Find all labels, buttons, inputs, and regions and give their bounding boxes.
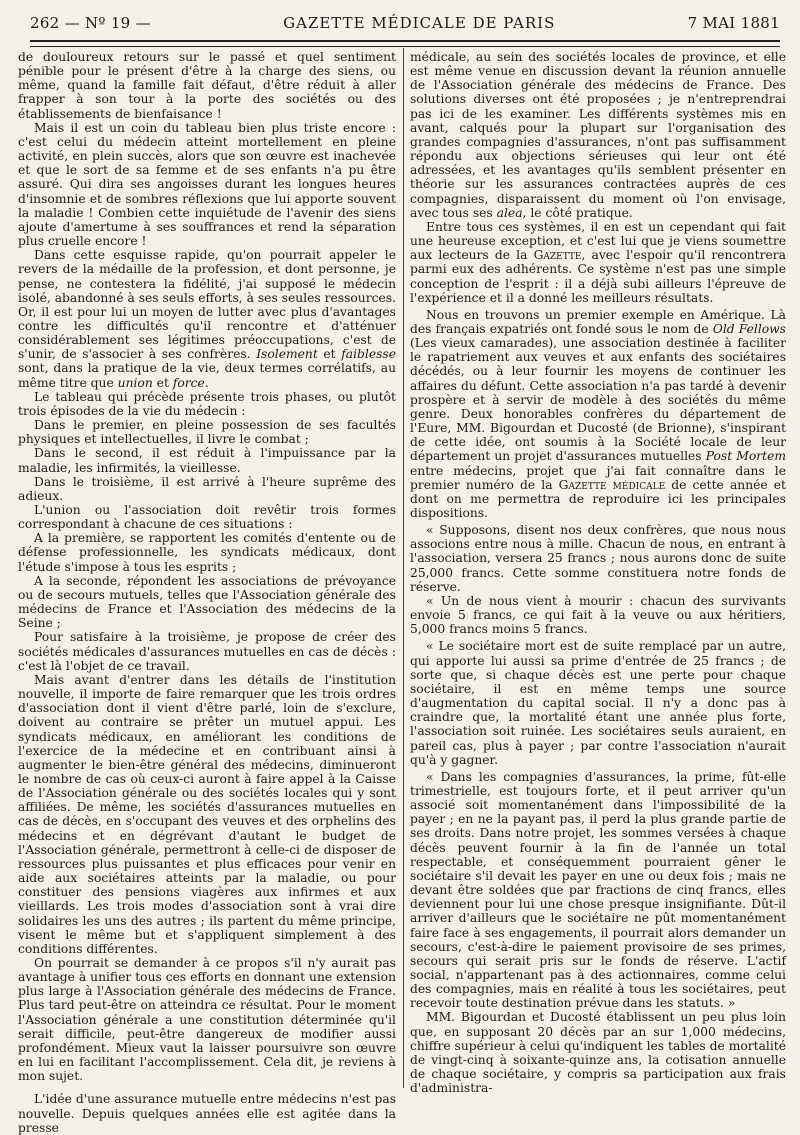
paragraph-text: entre médecins, projet que j'ai fait connaître dans le premier numéro de la — [410, 463, 786, 492]
paragraph — [410, 308, 786, 520]
page-number: 262 — Nº 19 — — [30, 14, 151, 32]
paragraph-text: (Les vieux camarades), une association destinée à faciliter le rapatriement aux veuves et aux enfants des sociétaires décédés, ou à leur fournir les moyens de continuer les affaires du défunt. Cette association n'a pas tardé à devenir prospère et à servir de modèle à des sociétés du même genre. Deux honorables confrères du département de l'Eure, MM. Bigourdan et Ducosté (de Brionne), s'inspirant de cette idée, ont soumis à la Société locale de leur département un projet d'assurances mutuelles — [410, 336, 786, 464]
paragraph: Pour satisfaire à la troisième, je propose de créer des sociétés médicales d'assurances mutuelles en cas de décès : c'est là l'objet de ce travail. — [18, 630, 396, 673]
paragraph-text: sont, dans la pratique de la vie, deux termes corrélatifs, au même titre que — [18, 361, 396, 390]
paragraph: Mais avant d'entrer dans les détails de l'institution nouvelle, il importe de faire remarquer que les trois ordres d'association dont il vient d'être parlé, loin de s'exclure, doivent au contraire se prêter un mutuel appui. Les syndicats médicaux, en améliorant les conditions de l'exercice de la médecine et en contribuant ainsi à augmenter le bien-être général des médecins, diminueront le nombre de cas où ceux-ci auront à faire appel à la Caisse de l'Association générale ou des sociétés locales qui y sont affiliées. De même, les sociétés d'assurances mutuelles en cas de décès, en s'occupant des veuves et des orphelins des médecins et en dégrévant d'autant le budget de l'Association générale, permettront à celle-ci de disposer de ressources plus puissantes et plus efficaces pour venir en aide aux sociétaires atteints par la maladie, ou pour constituer des pensions viagères aux infirmes et aux vieillards. Les trois modes d'association sont à vrai dire solidaires les uns des autres ; ils partent du même principe, visent le même but et s'appliquent simplement à des conditions différentes. — [18, 672, 396, 956]
paragraph-text: Dans cette esquisse rapide, qu'on pourrait appeler le revers de la médaille de la profession, et dont personne, je pense, ne contestera la fidélité, j'ai supposé le médecin isolé, abandonné à ses seuls efforts, à ses seules ressources. Or, il est pour lui un moyen de lutter avec plus d'avantages contre les difficultés qu'il rencontre et d'atténuer considérablement ses légitimes préoccupations, c'est de s'unir, de s'associer à ses confrères. — [18, 248, 396, 362]
header-rule — [30, 40, 780, 47]
paragraph: MM. Bigourdan et Ducosté établissent un peu plus loin que, en supposant 20 décès par an sur 1,000 médecins, chiffre supérieur à celui qu'indiquent les tables de mortalité de vingt-cinq à soixante-quinze ans, la cotisation annuelle de chaque sociétaire, y compris sa participation aux frais d'administra- — [410, 1010, 786, 1096]
quote-paragraph: « Supposons, disent nos deux confrères, que nous nous associons entre nous à mille. Chacun de nous, en entrant à l'association, versera 25 francs ; nous aurons donc de suite 25,000 francs. Cette somme constituera notre fonds de réserve. — [410, 523, 786, 594]
paragraph-text: , avec l'espoir qu'il rencontrera parmi eux des adhérents. Ce système n'est pas une simple conception de l'esprit : il a déjà subi ailleurs l'épreuve de l'expérience et il a donné les meilleurs résultats. — [410, 248, 786, 305]
right-column — [410, 50, 787, 1096]
quote-paragraph: « Dans les compagnies d'assurances, la prime, fût-elle trimestrielle, est toujours forte, et il peut arriver qu'un associé soit momentanément dans l'impossibilité de la payer ; en ne la payant pas, il perd la plus grande partie de ses droits. Dans notre projet, les sommes versées à chaque décès peuvent fournir à la fin de l'année un total respectable, et conséquemment pourraient gêner le sociétaire s'il devait les payer en une ou deux fois ; mais ne devant être soldées que par fractions de cinq francs, elles deviennent pour lui une chose presque insignifiante. Dût-il arriver d'ailleurs que le sociétaire ne pût momentanément faire face à ses engagements, il pourrait alors demander un secours, c'est-à-dire le paiement provisoire de ses primes, secours qui serait pris sur le fonds de réserve. L'actif social, n'appartenant pas à des actionnaires, comme celui des compagnies, mais en réalité à tous les sociétaires, peut recevoir toute destination prévue dans les statuts. » — [410, 769, 786, 1011]
paragraph: A la seconde, répondent les associations de prévoyance ou de secours mutuels, telles que l'Association générale des médecins de France et l'Association des médecins de la Seine ; — [18, 573, 396, 631]
emphasis: faiblesse — [341, 347, 396, 362]
emphasis: Isolement — [256, 347, 318, 362]
emphasis: Old Fellows — [712, 321, 786, 336]
paragraph-text: médicale, au sein des sociétés locales de province, et elle est même venue en discussion devant la réunion annuelle de l'Association générale des médecins de France. Des solutions diverses ont été proposées ; je n'entreprendrai pas ici de les examiner. Les différents systèmes mis en avant, calqués pour la plupart sur l'organisation des grandes compagnies d'assurances, n'ont pas suffisamment répondu aux objections sérieuses qui leur ont été adressées, et les avantages qu'ils semblent présenter en théorie sur les assurances contractées auprès de ces compagnies, disparaissent du moment où l'on envisage, avec tous ses — [410, 50, 786, 220]
paragraph-text: Nous en trouvons un premier exemple en Amérique. Là des français expatriés ont fondé sous le nom de — [410, 307, 786, 336]
paragraph-text: et — [317, 347, 342, 362]
left-column — [18, 50, 396, 1135]
paragraph: L'union ou l'association doit revêtir trois formes correspondant à chacune de ces situations : — [18, 503, 396, 532]
paragraph-text: . — [204, 375, 209, 390]
paragraph — [18, 248, 396, 390]
paragraph: Dans le second, il est réduit à l'impuissance par la maladie, les infirmités, la vieillesse. — [18, 446, 396, 475]
paragraph: de douloureux retours sur le passé et quel sentiment pénible pour le présent d'être à la charge des siens, ou même, quand la famille fait défaut, d'être réduit à aller frapper à son tour à la porte des sociétés ou des établissements de bienfaisance ! — [18, 50, 396, 121]
paragraph: On pourrait se demander à ce propos s'il n'y aurait pas avantage à unifier tous ces efforts en donnant une extension plus large à l'Association générale des médecins de France. Plus tard peut-être on atteindra ce résultat. Pour le moment l'Association générale a une constitution déterminée qu'il serait difficile, peut-être dangereux de modifier aussi profondément. Mieux vaut la laisser poursuivre son œuvre en lui en facilitant l'accomplissement. Cela dit, je reviens à mon sujet. — [18, 956, 396, 1084]
issue-date: 7 MAI 1881 — [687, 14, 780, 32]
emphasis: union — [117, 375, 153, 390]
paragraph: Mais il est un coin du tableau bien plus triste encore : c'est celui du médecin atteint mortellement en pleine activité, en plein succès, alors que son œuvre est inachevée et que le sort de sa femme et de ses enfants n'a pu être assuré. Qui dira ses angoisses durant les longues heures d'insomnie et de sombres réflexions que lui apporte souvent la maladie ! Combien cette inquiétude de l'avenir des siens ajoute d'amertume à ses souffrances et rend la séparation plus cruelle encore ! — [18, 120, 396, 249]
paragraph — [410, 220, 786, 305]
page-header — [30, 14, 780, 40]
paragraph: Le tableau qui précède présente trois phases, ou plutôt trois épisodes de la vie du médecin : — [18, 389, 396, 418]
paragraph-text: de cette année et dont on me permettra de reproduire ici les principales dispositions. — [410, 477, 786, 520]
masthead-title: GAZETTE MÉDICALE DE PARIS — [283, 14, 556, 32]
paragraph: A la première, se rapportent les comités d'entente ou de défense professionnelle, les syndicats médicaux, dont l'étude s'impose à tous les esprits ; — [18, 531, 396, 574]
paragraph: Dans le premier, en pleine possession de ses facultés physiques et intellectuelles, il livre le combat ; — [18, 418, 396, 447]
emphasis: force — [172, 375, 205, 390]
quote-paragraph: « Le sociétaire mort est de suite remplacé par un autre, qui apporte lui aussi sa prime d'entrée de 25 francs ; de sorte que, si chaque décès est une perte pour chaque sociétaire, il est en même temps une source d'augmentation du capital social. Il n'y a donc pas à craindre que, la mortalité étant une année plus forte, l'association soit ruinée. Les sociétaires seuls auraient, en pareil cas, plus à payer ; par contre l'association n'aurait qu'à y gagner. — [410, 639, 786, 767]
quote-paragraph: « Un de nous vient à mourir : chacun des survivants envoie 5 francs, ce qui fait à la veuve ou aux héritiers, 5,000 francs moins 5 francs. — [410, 593, 786, 637]
paragraph: L'idée d'une assurance mutuelle entre médecins n'est pas nouvelle. Depuis quelques années elle est agitée dans la presse — [18, 1092, 396, 1135]
paragraph-text: Entre tous ces systèmes, il en est un cependant qui fait une heureuse exception, et c'est lui que je viens soumettre aux lecteurs de la — [410, 219, 786, 263]
column-divider — [403, 48, 404, 1088]
paragraph: Dans le troisième, il est arrivé à l'heure suprême des adieux. — [18, 474, 396, 503]
paragraph — [410, 50, 786, 220]
paragraph-text: et — [152, 375, 173, 390]
gazette-name: Gazette — [533, 248, 582, 263]
emphasis: alea — [496, 205, 523, 220]
emphasis: Post Mortem — [705, 449, 787, 464]
gazette-name: Gazette médicale — [558, 477, 666, 492]
paragraph-text: , le côté pratique. — [522, 205, 633, 220]
